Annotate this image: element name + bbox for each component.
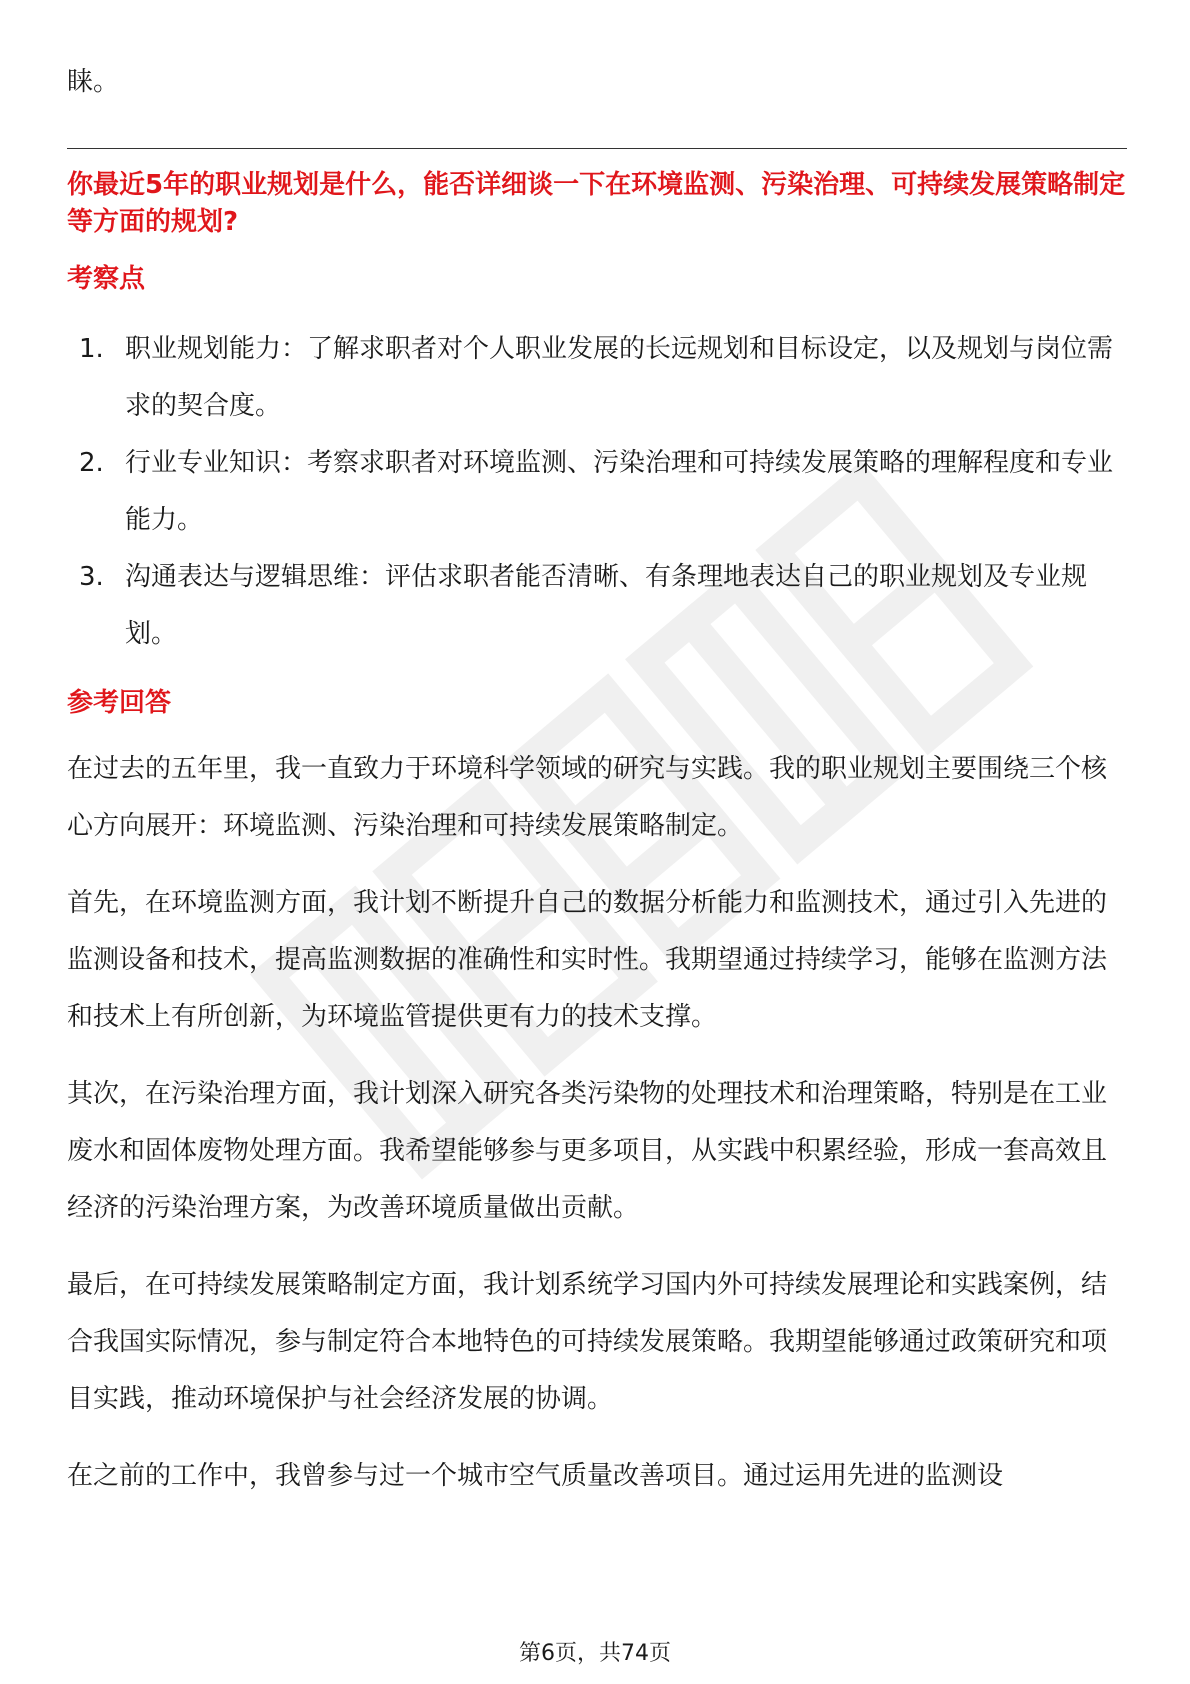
section-divider <box>67 148 1127 149</box>
assessment-item <box>67 549 1127 663</box>
assessment-item-number: 2. <box>79 448 104 478</box>
assessment-title: 考察点 <box>67 264 146 294</box>
assessment-list <box>67 321 1127 663</box>
interview-question: 你最近5年的职业规划是什么，能否详细谈一下在环境监测、污染治理、可持续发展策略制定等方面的规划? <box>67 170 1126 237</box>
answer-title: 参考回答 <box>67 688 172 718</box>
content-area <box>67 62 1127 1505</box>
assessment-item-number: 3. <box>79 562 104 592</box>
assessment-item-number: 1. <box>79 334 104 364</box>
page-number-footer: 第6页，共74页 <box>519 1641 671 1666</box>
continued-text-fragment: 睐。 <box>67 67 120 97</box>
answer-paragraph: 最后，在可持续发展策略制定方面，我计划系统学习国内外可持续发展理论和实践案例，结合我国实际情况，参与制定符合本地特色的可持续发展策略。我期望能够通过政策研究和项目实践，推动环境保护与社会经济发展的协调。 <box>67 1270 1108 1414</box>
answer-paragraph: 其次，在污染治理方面，我计划深入研究各类污染物的处理技术和治理策略，特别是在工业废水和固体废物处理方面。我希望能够参与更多项目，从实践中积累经验，形成一套高效且经济的污染治理方案，为改善环境质量做出贡献。 <box>67 1079 1108 1223</box>
answer-paragraph: 在之前的工作中，我曾参与过一个城市空气质量改善项目。通过运用先进的监测设 <box>67 1461 1004 1491</box>
assessment-item-text: 职业规划能力：了解求职者对个人职业发展的长远规划和目标设定，以及规划与岗位需求的契合度。 <box>125 334 1114 421</box>
assessment-item-text: 沟通表达与逻辑思维：评估求职者能否清晰、有条理地表达自己的职业规划及专业规划。 <box>125 562 1088 649</box>
answer-paragraph: 首先，在环境监测方面，我计划不断提升自己的数据分析能力和监测技术，通过引入先进的监测设备和技术，提高监测数据的准确性和实时性。我期望通过持续学习，能够在监测方法和技术上有所创新，为环境监管提供更有力的技术支撑。 <box>67 888 1108 1032</box>
assessment-item-text: 行业专业知识：考察求职者对环境监测、污染治理和可持续发展策略的理解程度和专业能力。 <box>125 448 1114 535</box>
assessment-item <box>67 321 1127 435</box>
answer-paragraph: 在过去的五年里，我一直致力于环境科学领域的研究与实践。我的职业规划主要围绕三个核心方向展开：环境监测、污染治理和可持续发展策略制定。 <box>67 754 1108 841</box>
assessment-item <box>67 435 1127 549</box>
